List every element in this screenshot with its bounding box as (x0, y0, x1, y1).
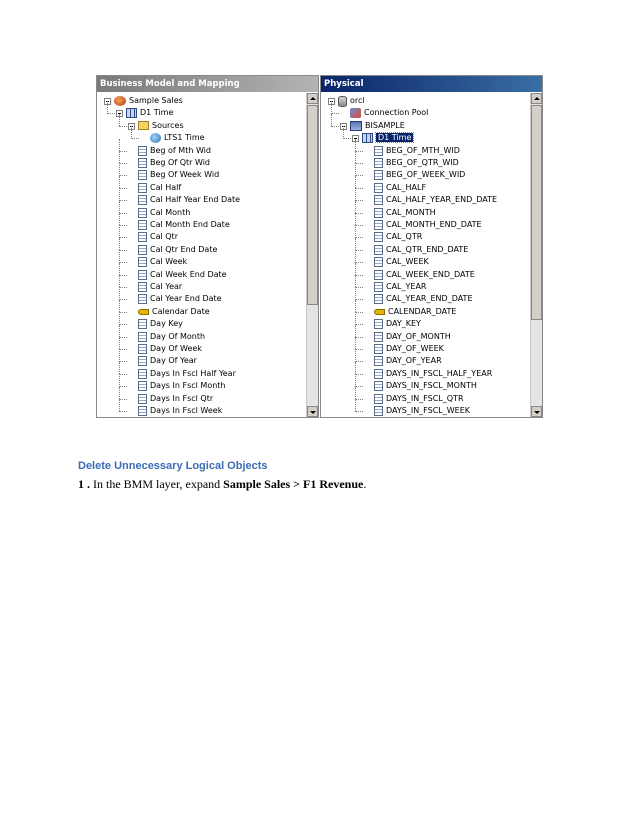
tree-item-label: CAL_HALF (386, 182, 427, 192)
tree-connector (355, 201, 356, 213)
tree-item[interactable] (374, 281, 427, 293)
tree-item[interactable] (138, 219, 230, 231)
tree-connector (119, 300, 120, 312)
tree-connector (119, 225, 127, 226)
step-bold-path: Sample Sales > F1 Revenue (223, 477, 364, 491)
tree-connector (119, 325, 120, 337)
physical-tree (321, 93, 530, 417)
tree-item[interactable] (138, 120, 184, 132)
tree-item[interactable] (138, 281, 182, 293)
column-icon (374, 319, 383, 329)
tree-item[interactable] (374, 331, 451, 343)
tree-connector (355, 263, 356, 275)
tree-connector (119, 151, 120, 163)
tree-item-label: CAL_QTR (386, 232, 423, 242)
bmm-scrollbar[interactable] (306, 93, 318, 417)
column-icon (138, 406, 147, 416)
tree-item[interactable] (138, 194, 240, 206)
tree-item[interactable] (138, 368, 236, 380)
database-icon (338, 96, 347, 107)
tree-item-label: DAY_OF_YEAR (386, 356, 442, 366)
tree-item-label: CAL_QTR_END_DATE (386, 244, 469, 254)
tree-item-label: CAL_WEEK_END_DATE (386, 269, 475, 279)
tree-connector (119, 362, 120, 374)
tree-item-label: Beg Of Qtr Wid (150, 158, 210, 167)
column-icon (138, 158, 147, 168)
tree-connector (119, 175, 127, 176)
column-icon (374, 294, 383, 304)
tree-connector (355, 337, 363, 338)
tree-item-label: DAY_KEY (386, 319, 421, 329)
column-icon (138, 257, 147, 267)
tree-connector (355, 362, 356, 374)
tree-item-label: DAY_OF_WEEK (386, 344, 444, 353)
tree-item-label: DAYS_IN_FSCL_QTR (386, 393, 464, 403)
tree-item-label: Cal Half (150, 182, 182, 192)
tree-connector (119, 299, 127, 300)
tree-connector (343, 138, 351, 139)
tree-item-label: CAL_MONTH (386, 207, 436, 217)
tree-item[interactable] (374, 219, 482, 231)
tree-connector (119, 411, 127, 412)
tree-item[interactable] (138, 405, 222, 417)
tree-connector (119, 312, 127, 313)
tree-connector (119, 337, 127, 338)
logical-table-source-icon (150, 133, 161, 143)
tree-item-label: DAY_OF_MONTH (386, 331, 451, 341)
tree-connector (119, 114, 120, 126)
column-icon (138, 332, 147, 342)
tree-connector (119, 337, 120, 349)
bmm-tree (97, 93, 306, 417)
tree-connector (119, 275, 127, 276)
tree-connector (331, 101, 332, 113)
tree-item[interactable] (374, 393, 464, 405)
tree-connector (119, 374, 120, 386)
column-icon (138, 356, 147, 366)
tree-item-label: Sample Sales (129, 96, 183, 105)
tree-item[interactable] (138, 157, 210, 169)
column-icon (138, 195, 147, 205)
tree-connector (343, 126, 344, 138)
tree-connector (355, 386, 363, 387)
tree-connector (355, 312, 356, 324)
column-icon (138, 220, 147, 230)
column-icon (374, 146, 383, 156)
column-icon (374, 394, 383, 404)
tree-connector (355, 151, 356, 163)
tree-item-label: CAL_MONTH_END_DATE (386, 220, 482, 229)
tree-item-label: BISAMPLE (365, 120, 405, 130)
column-icon (374, 170, 383, 180)
tree-item[interactable] (138, 380, 226, 392)
column-icon (138, 183, 147, 193)
tree-item[interactable] (138, 318, 183, 330)
tree-item-label: Days In Fscl Qtr (150, 393, 214, 403)
folder-icon (138, 121, 149, 130)
scroll-down-icon[interactable] (531, 406, 542, 417)
bmm-panel-title: Business Model and Mapping (97, 76, 318, 92)
tree-item[interactable] (138, 256, 187, 268)
tree-item-label: D1 Time (140, 108, 174, 118)
column-icon (374, 369, 383, 379)
tree-connector (119, 188, 127, 189)
tree-item[interactable] (374, 169, 465, 181)
column-icon (374, 406, 383, 416)
tree-connector (131, 126, 132, 138)
column-icon (374, 232, 383, 242)
tree-item[interactable] (138, 244, 217, 256)
logical-table-icon (126, 108, 137, 118)
tree-item[interactable] (374, 380, 477, 392)
tree-connector (119, 163, 120, 175)
tree-item-label: CAL_YEAR_END_DATE (386, 294, 473, 304)
tree-connector (355, 324, 363, 325)
tree-connector (355, 151, 363, 152)
scroll-up-icon[interactable] (531, 93, 542, 104)
tree-item[interactable] (150, 132, 205, 144)
physical-table-icon (362, 133, 373, 143)
tree-item[interactable] (126, 107, 173, 119)
tree-connector (119, 361, 127, 362)
tree-item[interactable] (374, 207, 436, 219)
column-icon (374, 245, 383, 255)
tree-connector (119, 213, 127, 214)
column-icon (374, 257, 383, 267)
connection-pool-icon (350, 108, 361, 118)
tree-connector (355, 374, 363, 375)
column-icon (374, 332, 383, 342)
tree-item-label: Cal Year (150, 282, 183, 291)
tree-connector (119, 201, 120, 213)
tree-connector (355, 163, 356, 175)
tree-item[interactable] (138, 231, 178, 243)
tree-connector (355, 200, 363, 201)
column-icon (138, 344, 147, 354)
tree-connector (119, 176, 120, 188)
tree-connector (355, 163, 363, 164)
physical-panel-title: Physical (321, 76, 542, 92)
tree-item-label: Cal Month (150, 207, 191, 217)
column-icon (138, 232, 147, 242)
tree-connector (355, 299, 363, 300)
tree-connector (119, 386, 127, 387)
tree-connector (355, 349, 356, 361)
bmm-panel (96, 75, 319, 418)
tree-connector (119, 275, 120, 287)
tree-item-label: Cal Week End Date (150, 269, 227, 279)
tree-item-label: Sources (152, 120, 184, 130)
tree-connector (355, 361, 363, 362)
tree-connector (355, 250, 363, 251)
tree-item[interactable] (374, 244, 468, 256)
tree-item-label: BEG_OF_MTH_WID (386, 145, 460, 155)
column-icon (374, 282, 383, 292)
tree-item[interactable] (374, 145, 460, 157)
tree-item[interactable] (374, 269, 475, 281)
tree-item-label: Days In Fscl Month (150, 381, 226, 391)
tree-connector (119, 163, 127, 164)
tree-item-label: DAYS_IN_FSCL_HALF_YEAR (386, 368, 493, 378)
step-text-prefix: In the BMM layer, expand (93, 477, 224, 491)
tree-item-label: BEG_OF_WEEK_WID (386, 170, 466, 180)
column-icon (138, 394, 147, 404)
tree-connector (331, 113, 339, 114)
column-icon (374, 208, 383, 218)
tree-connector (355, 262, 363, 263)
tree-item-label: Connection Pool (364, 108, 429, 118)
tree-connector (355, 238, 356, 250)
screenshot (96, 75, 543, 418)
tree-item-label: CAL_WEEK (386, 257, 429, 267)
tree-connector (355, 213, 363, 214)
column-icon (374, 158, 383, 168)
tree-connector (355, 287, 363, 288)
tree-item[interactable] (374, 194, 497, 206)
tree-item[interactable] (374, 343, 444, 355)
tree-item[interactable] (374, 293, 473, 305)
tree-item[interactable] (138, 145, 211, 157)
tree-connector (119, 213, 120, 225)
tree-connector (355, 300, 356, 312)
column-icon (138, 270, 147, 280)
tree-item-label: Calendar Date (152, 306, 210, 316)
column-icon (374, 183, 383, 193)
tree-item-label: Cal Year End Date (150, 294, 222, 304)
tree-item-label: Beg of Mth Wid (150, 145, 211, 155)
tree-connector (355, 175, 363, 176)
tree-connector (331, 114, 332, 126)
tree-connector (119, 349, 120, 361)
tree-connector (119, 151, 127, 152)
tree-connector (355, 387, 356, 399)
tree-item-label: Cal Month End Date (150, 220, 230, 229)
tree-connector (355, 411, 363, 412)
tree-item[interactable] (374, 405, 470, 417)
tree-item-label: Cal Half Year End Date (150, 195, 241, 205)
tree-item[interactable] (374, 157, 459, 169)
tree-item[interactable] (374, 182, 426, 194)
tree-connector (355, 275, 363, 276)
physical-scrollbar[interactable] (530, 93, 542, 417)
tree-connector (331, 126, 339, 127)
business-model-icon (114, 96, 126, 106)
tree-connector (107, 101, 108, 113)
tree-connector (355, 349, 363, 350)
step-text-suffix: . (363, 477, 367, 491)
tree-item-label: Beg Of Week Wid (150, 170, 220, 180)
tree-connector (355, 337, 356, 349)
tree-connector (355, 287, 356, 299)
tree-connector (119, 262, 127, 263)
tree-item-label: orcl (350, 96, 365, 105)
tree-connector (119, 250, 120, 262)
tree-item[interactable] (138, 306, 210, 318)
tree-connector (119, 374, 127, 375)
tree-connector (355, 312, 363, 313)
tree-connector (119, 399, 120, 411)
tree-item[interactable] (138, 182, 181, 194)
tree-item[interactable] (374, 231, 422, 243)
scroll-up-icon[interactable] (307, 93, 318, 104)
tree-connector (355, 188, 363, 189)
tree-connector (119, 349, 127, 350)
physical-panel (320, 75, 543, 418)
tree-connector (119, 237, 127, 238)
column-icon (374, 344, 383, 354)
tree-connector (119, 238, 120, 250)
column-icon (138, 369, 147, 379)
column-icon (138, 381, 147, 391)
tree-item[interactable] (138, 293, 222, 305)
tree-item[interactable] (374, 256, 429, 268)
tree-item[interactable] (374, 306, 456, 318)
tree-connector (119, 387, 120, 399)
column-icon (374, 270, 383, 280)
tree-connector (119, 287, 120, 299)
tree-item-label: D1 Time (378, 133, 412, 143)
column-icon (138, 245, 147, 255)
tree-item[interactable] (138, 355, 197, 367)
tree-connector (355, 225, 363, 226)
tree-connector (355, 325, 356, 337)
tree-connector (355, 176, 356, 188)
tree-connector (355, 213, 356, 225)
tree-item[interactable] (374, 355, 442, 367)
tree-item[interactable] (138, 331, 205, 343)
tree-item-label: CAL_HALF_YEAR_END_DATE (386, 195, 498, 205)
column-icon (374, 195, 383, 205)
tree-connector (119, 200, 127, 201)
tree-connector (355, 399, 356, 411)
tree-item-label: DAYS_IN_FSCL_MONTH (386, 381, 477, 391)
scroll-thumb[interactable] (307, 105, 318, 305)
step-instruction (78, 477, 366, 492)
tree-connector (119, 263, 120, 275)
tree-connector (107, 113, 115, 114)
tree-connector (119, 399, 127, 400)
tree-connector (355, 250, 356, 262)
tree-item[interactable] (138, 343, 202, 355)
column-icon (138, 282, 147, 292)
tree-connector (119, 139, 120, 151)
column-icon (138, 208, 147, 218)
column-icon (138, 319, 147, 329)
tree-item[interactable] (138, 169, 219, 181)
schema-icon (350, 121, 362, 131)
tree-connector (119, 312, 120, 324)
tree-item[interactable] (362, 132, 413, 144)
tree-connector (119, 188, 120, 200)
tree-connector (355, 399, 363, 400)
tree-item[interactable] (338, 95, 365, 107)
tree-connector (119, 225, 120, 237)
column-icon (138, 294, 147, 304)
step-number: 1 . (78, 477, 90, 491)
tree-item-label: Day Of Month (150, 331, 206, 341)
tree-connector (355, 225, 356, 237)
scroll-thumb[interactable] (531, 105, 542, 320)
column-icon (374, 381, 383, 391)
tree-item-label: Cal Week (150, 257, 188, 267)
tree-item-label: Days In Fscl Week (150, 406, 223, 415)
column-icon (374, 220, 383, 230)
scroll-down-icon[interactable] (307, 406, 318, 417)
tree-item-label: Day Key (150, 319, 183, 329)
tree-connector (119, 324, 127, 325)
tree-item-label: Days In Fscl Half Year (150, 368, 236, 378)
tree-connector (355, 374, 356, 386)
column-icon (138, 170, 147, 180)
tree-item[interactable] (138, 393, 213, 405)
tree-item-label: CALENDAR_DATE (388, 306, 457, 316)
tree-item-label: Cal Qtr (150, 232, 178, 242)
key-icon (374, 309, 385, 315)
tree-item[interactable] (374, 318, 421, 330)
tree-connector (119, 287, 127, 288)
tree-connector (355, 237, 363, 238)
tree-connector (355, 275, 356, 287)
tree-connector (355, 139, 356, 151)
tree-connector (131, 138, 139, 139)
tree-item[interactable] (138, 207, 190, 219)
tree-item-label: Day Of Week (150, 344, 202, 353)
tree-item[interactable] (374, 368, 492, 380)
tree-item[interactable] (114, 95, 183, 107)
tree-connector (355, 188, 356, 200)
tree-item[interactable] (350, 107, 428, 119)
column-icon (374, 356, 383, 366)
tree-item-label: BEG_OF_QTR_WID (386, 158, 459, 167)
tree-item-label: DAYS_IN_FSCL_WEEK (386, 406, 471, 415)
tree-item-label: LTS1 Time (164, 133, 205, 143)
tree-connector (119, 250, 127, 251)
tree-item-label: Day Of Year (150, 356, 197, 366)
key-icon (138, 309, 149, 315)
section-heading: Delete Unnecessary Logical Objects (78, 460, 268, 472)
tree-item[interactable] (350, 120, 405, 132)
tree-item-label: CAL_YEAR (386, 282, 427, 291)
tree-item-label: Cal Qtr End Date (150, 244, 218, 254)
column-icon (138, 146, 147, 156)
tree-item[interactable] (138, 269, 227, 281)
tree-connector (119, 126, 127, 127)
